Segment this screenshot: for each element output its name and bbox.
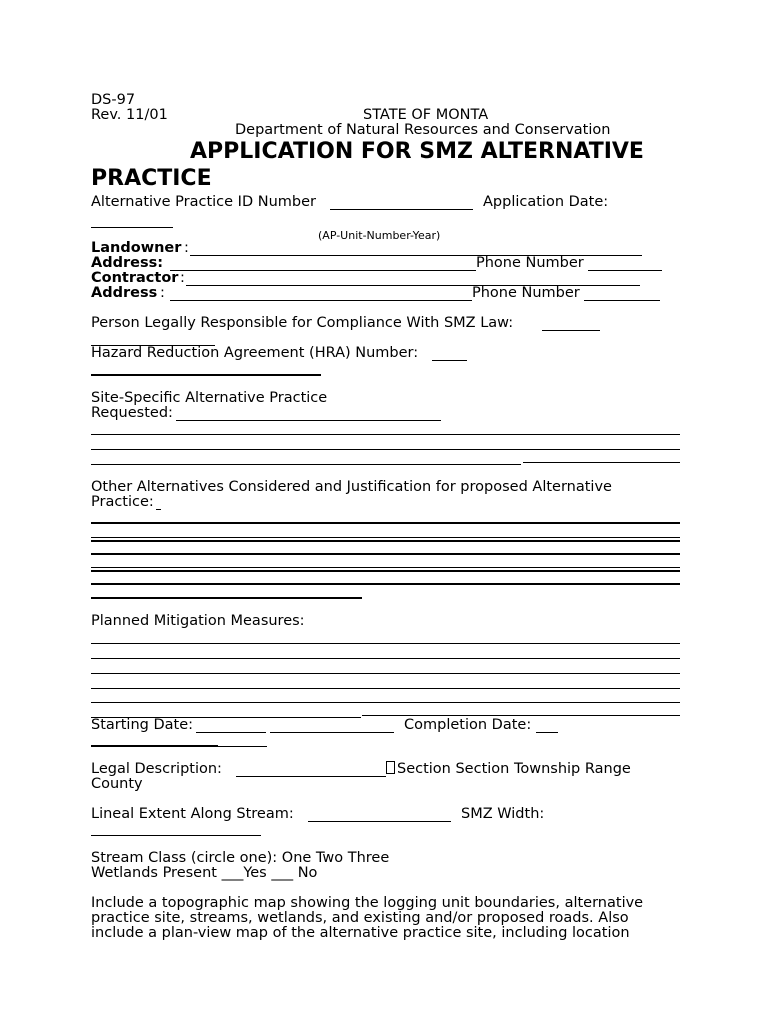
hra-number-field[interactable] (432, 360, 467, 361)
mitigation-label: Planned Mitigation Measures: (91, 613, 305, 629)
mitigation-line-2[interactable] (91, 658, 680, 659)
contractor-address-label: Address (91, 285, 158, 301)
site-specific-line-1[interactable] (91, 434, 680, 435)
other-alternatives-line-3[interactable] (91, 553, 680, 555)
state-heading: STATE OF MONTA (363, 107, 489, 123)
form-number: DS-97 (91, 92, 136, 108)
other-alternatives-line-6[interactable] (91, 597, 362, 599)
mitigation-line-3[interactable] (91, 673, 680, 674)
completion-date-label: Completion Date: (404, 717, 532, 733)
alt-practice-id-label: Alternative Practice ID Number (91, 194, 316, 210)
completion-date-field-continued[interactable] (91, 745, 218, 747)
starting-date-field-b[interactable] (270, 732, 394, 733)
instructions-text-1: Include a topographic map showing the logging unit boundaries, alternative (91, 895, 644, 911)
wetlands-present-label[interactable]: Wetlands Present ___Yes ___ No (91, 865, 318, 881)
site-specific-line-3b[interactable] (523, 462, 680, 463)
lineal-extent-field[interactable] (308, 821, 451, 822)
phone-number-label: Phone Number (476, 255, 584, 271)
mitigation-line-1[interactable] (91, 643, 680, 644)
lineal-extent-label: Lineal Extent Along Stream: (91, 806, 294, 822)
phone-number-field[interactable] (588, 270, 662, 271)
completion-date-field-continued-b[interactable] (218, 746, 267, 747)
smz-width-field[interactable] (91, 835, 261, 836)
site-specific-line-2[interactable] (91, 449, 680, 450)
other-alternatives-field[interactable] (156, 509, 161, 510)
contractor-label: Contractor (91, 270, 179, 286)
county-label: County (91, 776, 143, 792)
site-specific-label-continued: Requested: (91, 405, 173, 421)
address-field[interactable] (170, 270, 476, 271)
completion-date-field[interactable] (536, 732, 558, 733)
application-date-label: Application Date: (483, 194, 609, 210)
department-heading: Department of Natural Resources and Conservation (235, 122, 611, 138)
responsible-person-label: Person Legally Responsible for Compliance With SMZ Law: (91, 315, 514, 331)
starting-date-field[interactable] (196, 732, 266, 733)
page-title: APPLICATION FOR SMZ ALTERNATIVE (190, 139, 644, 164)
id-format-hint: (AP-Unit-Number-Year) (318, 229, 441, 242)
other-alternatives-line-2b[interactable] (91, 540, 680, 542)
other-alternatives-line-4[interactable] (91, 567, 680, 568)
starting-date-label: Starting Date: (91, 717, 193, 733)
alt-practice-id-field[interactable] (330, 209, 473, 210)
form-revision: Rev. 11/01 (91, 107, 168, 123)
instructions-text-2: practice site, streams, wetlands, and existing and/or proposed roads. Also (91, 910, 629, 926)
page-title-continued: PRACTICE (91, 166, 212, 191)
hra-number-label: Hazard Reduction Agreement (HRA) Number: (91, 345, 419, 361)
missing-glyph-icon (386, 761, 395, 774)
contractor-address-field[interactable] (170, 300, 472, 301)
application-date-field[interactable] (91, 227, 173, 228)
other-alternatives-line-5[interactable] (91, 583, 680, 585)
landowner-label: Landowner (91, 240, 182, 256)
mitigation-line-5[interactable] (91, 702, 680, 703)
stream-class-label[interactable]: Stream Class (circle one): One Two Three (91, 850, 390, 866)
legal-description-columns: Section Section Township Range (397, 761, 631, 777)
contractor-phone-label: Phone Number (472, 285, 580, 301)
responsible-person-field[interactable] (542, 330, 600, 331)
other-alternatives-line-4b[interactable] (91, 570, 680, 572)
smz-width-label: SMZ Width: (461, 806, 545, 822)
legal-description-label: Legal Description: (91, 761, 222, 777)
other-alternatives-label: Other Alternatives Considered and Justification for proposed Alternative (91, 479, 612, 495)
instructions-text-3: include a plan-view map of the alternative practice site, including location (91, 925, 630, 941)
site-specific-field[interactable] (176, 420, 441, 421)
hra-number-field-continued[interactable] (91, 374, 321, 376)
other-alternatives-line-2[interactable] (91, 537, 680, 538)
other-alternatives-line-1[interactable] (91, 522, 680, 524)
legal-description-field[interactable] (236, 776, 386, 777)
other-alternatives-label-continued: Practice: (91, 494, 154, 510)
mitigation-line-4[interactable] (91, 688, 680, 689)
contractor-phone-field[interactable] (584, 300, 660, 301)
address-label: Address: (91, 255, 164, 271)
site-specific-label: Site-Specific Alternative Practice (91, 390, 328, 406)
mitigation-line-6b[interactable] (362, 715, 680, 716)
site-specific-line-3[interactable] (91, 464, 521, 465)
